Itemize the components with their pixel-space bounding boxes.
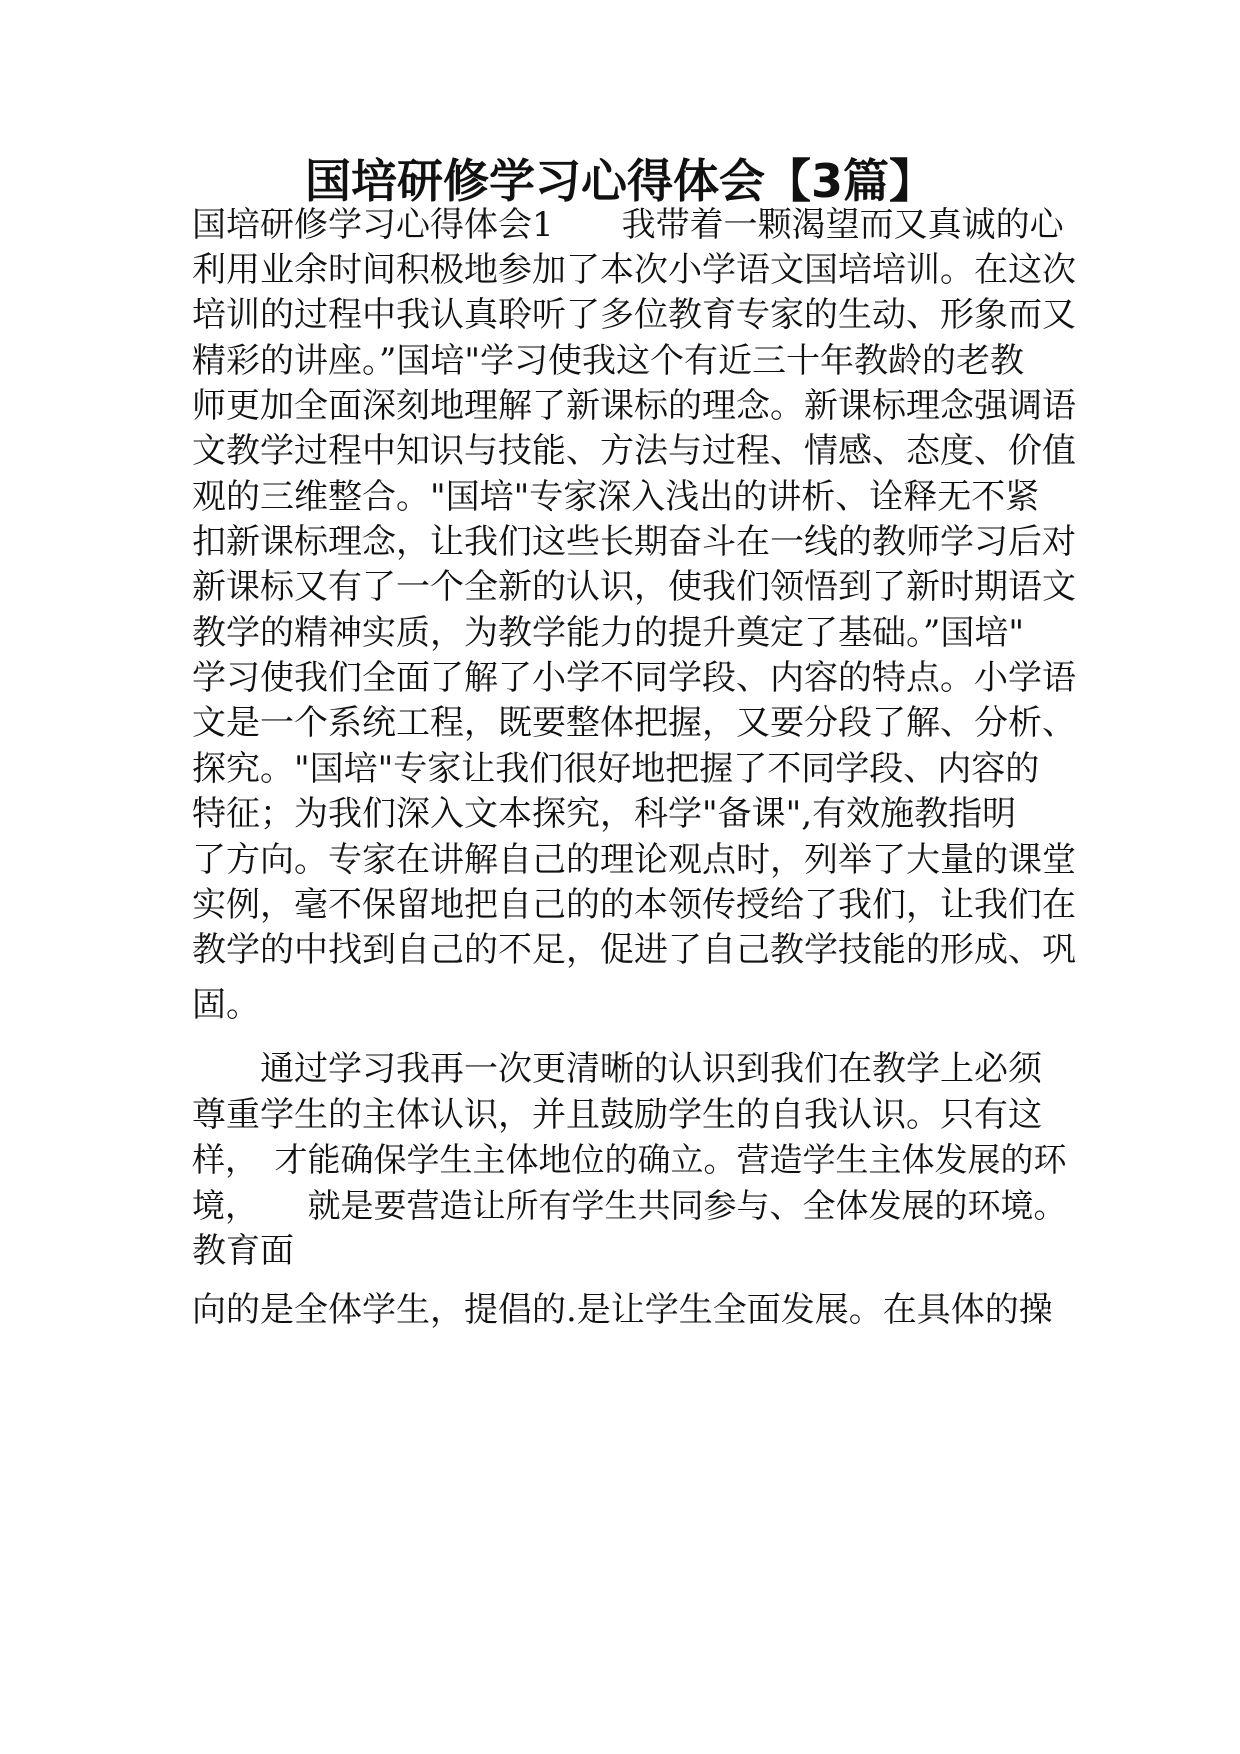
text-line: 通过学习我再一次更清晰的认识到我们在教学上必须 [192,1049,1042,1089]
text-line: 教学的精神实质，为教学能力的提升奠定了基础。”国培" [192,613,1025,653]
text-line: 特征；为我们深入文本探究，科学"备课",有效施教指明 [192,794,1017,834]
text-line: 新课标又有了一个全新的认识，使我们领悟到了新时期语文 [192,567,1076,607]
text-line: 文教学过程中知识与技能、方法与过程、情感、态度、价值 [192,431,1076,471]
text-line: 教育面 [192,1231,294,1271]
text-line: 向的是全体学生，提倡的.是让学生全面发展。在具体的操 [192,1290,1053,1330]
text-line: 境， 就是要营造让所有学生共同参与、全体发展的环境。 [192,1186,1067,1225]
text-line: 国培研修学习心得体会1 我带着一颗渴望而又真诚的心 [192,205,1064,245]
text-line: 了方向。专家在讲解自己的理论观点时，列举了大量的课堂 [192,840,1076,880]
text-line: 教学的中找到自己的不足，促进了自己教学技能的形成、巩 [192,930,1076,970]
text-line: 培训的过程中我认真聆听了多位教育专家的生动、形象而又 [192,295,1076,335]
document-title: 国培研修学习心得体会【3篇】 [304,154,935,208]
text-line: 文是一个系统工程，既要整体把握，又要分段了解、分析、 [192,703,1076,743]
text-line: 精彩的讲座。”国培"学习使我这个有近三十年教龄的老教 [192,341,1025,381]
text-line: 观的三维整合。"国培"专家深入浅出的讲析、诠释无不紧 [192,477,1040,517]
text-line: 实例，毫不保留地把自己的的本领传授给了我们，让我们在 [192,885,1076,925]
text-line: 探究。"国培"专家让我们很好地把握了不同学段、内容的 [192,749,1040,789]
text-line: 师更加全面深刻地理解了新课标的理念。新课标理念强调语 [192,386,1076,426]
text-line: 样， 才能确保学生主体地位的确立。营造学生主体发展的环 [192,1140,1067,1179]
text-line: 扣新课标理念，让我们这些长期奋斗在一线的教师学习后对 [192,522,1076,562]
text-line: 固。 [192,985,260,1025]
text-line: 学习使我们全面了解了小学不同学段、内容的特点。小学语 [192,658,1076,698]
text-line: 尊重学生的主体认识，并且鼓励学生的自我认识。只有这 [192,1095,1042,1135]
text-line: 利用业余时间积极地参加了本次小学语文国培培训。在这次 [192,250,1076,290]
